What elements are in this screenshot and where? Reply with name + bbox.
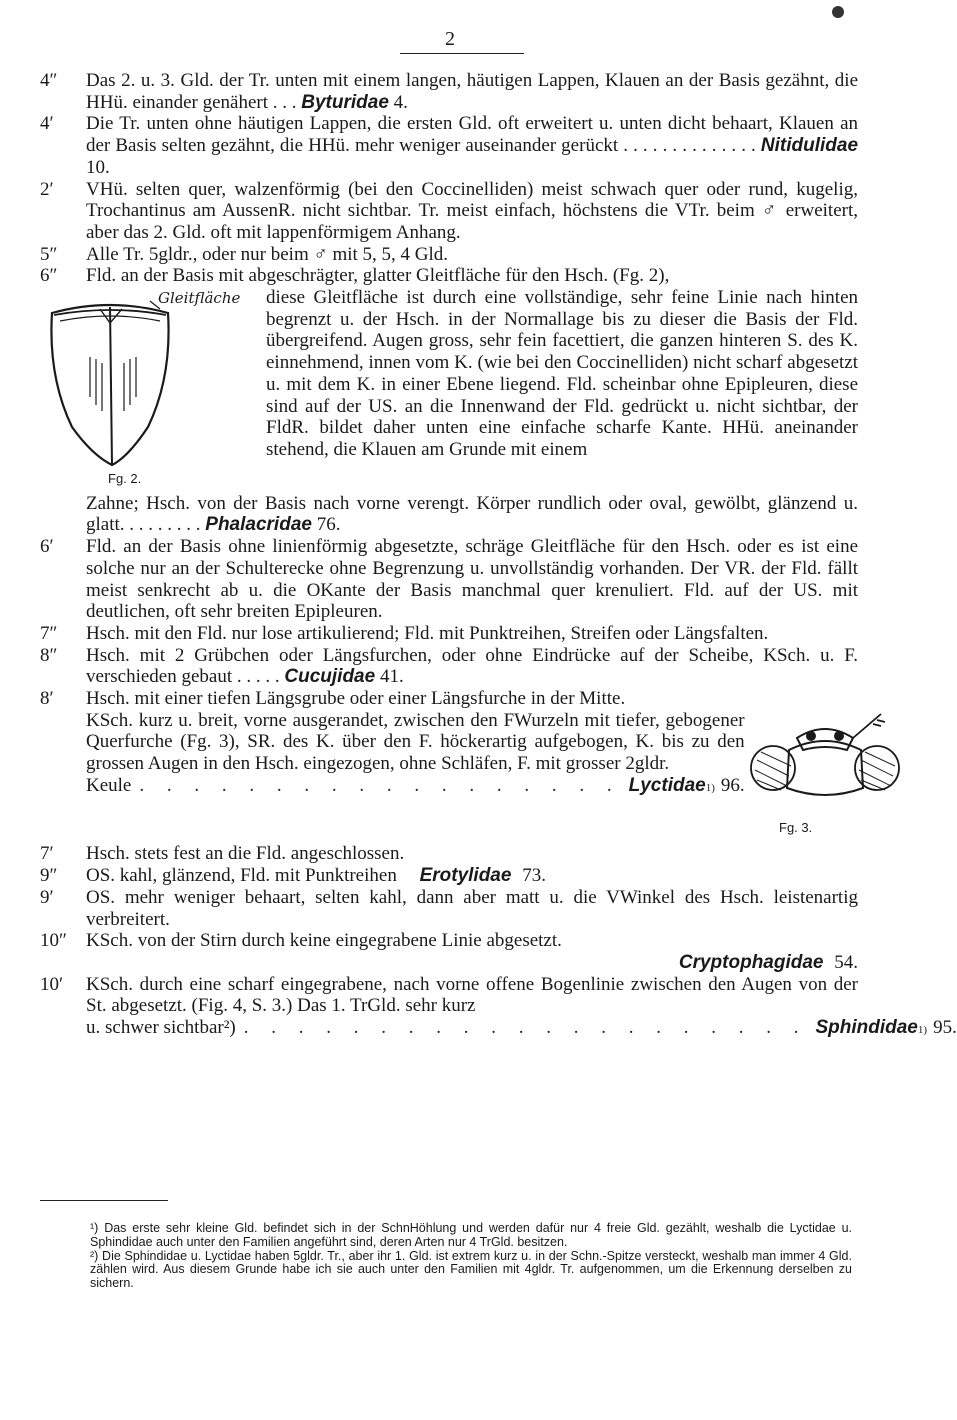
reference-number: 95. [933, 1017, 957, 1039]
key-entry-4b [40, 113, 858, 178]
leader-dots: . . . . . . . . . . . . . . . . . . [139, 774, 621, 796]
key-entry-6a [40, 265, 858, 287]
entry-description: Die Tr. unten ohne häutigen Lappen, die ersten Gld. oft erweitert u. unten dicht behaart, Klauen an der Basis selten gezähnt, die HHü. mehr weniger auseinander gerückt [86, 113, 858, 157]
entry-lead-text: u. schwer sichtbar²) [86, 1017, 236, 1039]
family-name: Byturidae [301, 91, 389, 113]
figure-2-block [40, 287, 858, 493]
entry-text: Hsch. mit 2 Grübchen oder Längsfurchen, oder ohne Eindrücke auf der Scheibe, KSch. u. F. verschieden gebaut . . . . . Cucujidae 41. [86, 644, 858, 688]
key-content [40, 70, 957, 1042]
entry-number: 5″ [40, 243, 58, 265]
entry-text-beside-figure [86, 710, 745, 844]
family-name: Cucujidae [284, 666, 376, 688]
family-name: Sphindidae [815, 1017, 918, 1039]
beetle-head-illustration [745, 710, 915, 838]
entry-text: VHü. selten quer, walzenförmig (bei den Coccinelliden) meist schwach quer oder rund, kugelig, Trochantinus am AussenR. nicht sichtbar. Tr. meist einfach, höchstens die VTr. beim ♂ erweitert, aber das 2. Gld. oft mit lappenförmigem Anhang. [86, 178, 858, 243]
entry-description: Hsch. mit 2 Grübchen oder Längsfurchen, oder ohne Eindrücke auf der Scheibe, KSch. u. F. verschieden gebaut [86, 644, 858, 688]
figure-2 [40, 287, 266, 493]
figure-2-annotation: Gleitfläche [158, 289, 241, 308]
entry-lead-text: Keule [86, 774, 132, 796]
entry-number: 2′ [40, 178, 54, 200]
key-entry-4a [40, 70, 858, 113]
entry-description: Zahne; Hsch. von der Basis nach vorne verengt. Körper rundlich oder oval, gewölbt, glänzend u. glatt. [86, 492, 858, 536]
entry-text: Die Tr. unten ohne häutigen Lappen, die ersten Gld. oft erweitert u. unten dicht behaart, Klauen an der Basis selten gezähnt, die HHü. mehr weniger auseinander gerückt . . . . . . . . . . . . . . Nitidulidae 10. [86, 113, 859, 178]
footnote-1 [40, 1222, 852, 1250]
entry-text: Hsch. stets fest an die Fld. angeschlossen. [86, 843, 405, 865]
entry-text-top: Fld. an der Basis mit abgeschrägter, glatter Gleitfläche für den Hsch. (Fg. 2), [86, 265, 670, 287]
entry-number: 7″ [40, 622, 58, 644]
entry-text [86, 865, 858, 887]
family-name: Lyctidae [628, 774, 706, 796]
leader-dots: . . . . . . . . . . . . . . . . . . . . . [243, 1017, 808, 1039]
key-entry-2b [40, 179, 858, 244]
figure-2-label: Fg. 2. [108, 471, 142, 487]
page-number: 2 [445, 28, 455, 50]
entry-number: 9′ [40, 886, 54, 908]
footnote-mark: ²) [90, 1248, 99, 1263]
entry-text: Hsch. mit den Fld. nur lose artikulierend; Fld. mit Punktreihen, Streifen oder Längsfalten. [86, 622, 769, 644]
entry-text: KSch. von der Stirn durch keine eingegrabene Linie abgesetzt. [86, 930, 562, 952]
footnote-ref: 1) [705, 781, 715, 794]
entry-text: OS. mehr weniger behaart, selten kahl, dann aber matt u. die VWinkel des Hsch. leistenartig verbreitert. [86, 886, 858, 930]
entry-text-beside-figure: diese Gleitfläche ist durch eine vollständige, sehr feine Linie nach hinten begrenzt u. der Hsch. in der Normallage bis zu dieser die Basis der Fld. übergreifend. Augen gross, sehr fein facettiert, die ganzen hinteren S. des K. einnehmend, innen vom K. (wie bei den Coccinelliden) nicht scharf abgesetzt u. mit dem K. in einer Ebene liegend. Fld. scheinbar ohne Epipleuren, diese sind auf der US. an die Innenwand der Fld. gedrückt u. nicht sichtbar, der FldR. bildet daher unten eine einfache scharfe Kante. HHü. aneinander stehend, die Klauen am Grunde mit einem [266, 287, 858, 460]
footnote-mark: ¹) [90, 1221, 99, 1235]
reference-number: 10. [86, 156, 110, 178]
entry-description: Das 2. u. 3. Gld. der Tr. unten mit einem langen, häutigen Lappen, Klauen an der Basis gezähnt, die HHü. einander genähert [86, 70, 858, 113]
key-entry-7b [40, 843, 858, 865]
entry-text-top: Hsch. mit einer tiefen Längsgrube oder einer Längsfurche in der Mitte. [86, 688, 626, 710]
key-entry-8b [40, 688, 858, 710]
elytra-illustration [40, 287, 266, 487]
entry-number: 7′ [40, 843, 54, 865]
footnote-2 [40, 1250, 852, 1291]
footnote-ref: 1) [917, 1024, 928, 1037]
entry-text: Fld. an der Basis ohne linienförmig abgesetzte, schräge Gleitfläche für den Hsch. oder es ist eine solche nur an der Schulterecke ohne Begrenzung u. unvollständig vorhanden. Der VR. der Fld. fällt meist senkrecht ab u. die OKante der Basis manchmal quer krenuliert. Fld. auf der US. mit deutlichen, oft sehr breiten Epipleuren. [86, 536, 858, 623]
entry-number: 8″ [40, 644, 58, 666]
reference-number: 4. [393, 91, 408, 113]
figure-3 [745, 710, 915, 844]
footnote-text [40, 1250, 852, 1291]
key-entry-9a [40, 865, 858, 887]
footnote-rule [40, 1200, 168, 1201]
key-entry-10a [40, 930, 858, 973]
reference-number: 96. [720, 774, 745, 796]
key-entry-9b [40, 887, 858, 930]
reference-number: 76. [316, 514, 341, 536]
entry-number: 10′ [40, 973, 64, 995]
page-number-rule [400, 53, 524, 54]
entry-text: Das 2. u. 3. Gld. der Tr. unten mit einem langen, häutigen Lappen, Klauen an der Basis gezähnt, die HHü. einander genähert . . . Byturidae 4. [86, 70, 858, 113]
key-entry-8a [40, 645, 858, 688]
footnote-body: Das erste sehr kleine Gld. befindet sich in der SchnHöhlung und werden dafür nur 4 freie Gld. gezählt, weshalb die Lyctidae u. Sphindidae auch unter den Familien angeführt sind, deren Arten nur 4 TrGld. besitzen. [90, 1221, 852, 1249]
entry-number: 6′ [40, 536, 54, 558]
key-entry-6b [40, 536, 858, 623]
family-name: Nitidulidae [760, 135, 859, 157]
family-name: Erotylidae [419, 865, 512, 887]
entry-lead-line [86, 775, 745, 800]
family-name: Phalacridae [205, 514, 312, 536]
key-entry-6a-continued [40, 493, 858, 536]
reference-number: 41. [379, 666, 404, 688]
footnotes [40, 1222, 852, 1291]
entry-text: Zahne; Hsch. von der Basis nach vorne verengt. Körper rundlich oder oval, gewölbt, glänzend u. glatt. . . . . . . . . Phalacridae 76. [86, 492, 858, 536]
ink-dot [832, 6, 844, 18]
entry-description: KSch. kurz u. breit, vorne ausgerandet, zwischen den FWurzeln mit tiefer, gebogener Querfurche (Fg. 3), SR. des K. über den F. höckerartig aufgebogen, K. bis zu den grossen Augen in den Hsch. eingezogen, ohne Schläfen, F. mit grosser 2gldr. [86, 709, 745, 775]
figure-3-block [40, 710, 858, 844]
footnote-body: Die Sphindidae u. Lyctidae haben 5gldr. Tr., aber ihr 1. Gld. ist extrem kurz u. in der Schn.-Spitze versteckt, weshalb man immer 4 Gld. zählen wird. Aus diesem Grunde habe ich sie auch unter den Familien mit 4gldr. Tr. aufgenommen, um die Erkennung derselben zu sichern. [90, 1248, 852, 1291]
key-entry-5a [40, 244, 858, 266]
entry-number: 4″ [40, 70, 58, 91]
entry-text: KSch. durch eine scharf eingegrabene, nach vorne offene Bogenlinie zwischen den Augen von der St. abgesetzt. (Fig. 4, S. 3.) Das 1. TrGld. sehr kurz [86, 973, 858, 1017]
entry-description: OS. kahl, glänzend, Fld. mit Punktreihen [86, 865, 397, 887]
entry-result-line [86, 952, 858, 974]
key-entry-7a [40, 623, 858, 645]
family-name: Cryptophagidae [678, 951, 824, 973]
footnote-text [40, 1222, 852, 1250]
reference-number: 54. [834, 951, 858, 973]
entry-number: 10″ [40, 930, 67, 952]
reference-number: 73. [522, 865, 546, 887]
key-entry-10b [40, 973, 957, 1042]
entry-number: 8′ [40, 688, 54, 710]
entry-text: Alle Tr. 5gldr., oder nur beim ♂ mit 5, 5, 4 Gld. [86, 243, 449, 265]
entry-number: 6″ [40, 265, 58, 287]
entry-number: 9″ [40, 865, 58, 887]
figure-3-label: Fg. 3. [778, 819, 812, 835]
entry-lead-line [86, 1017, 957, 1042]
entry-number: 4′ [40, 113, 54, 135]
